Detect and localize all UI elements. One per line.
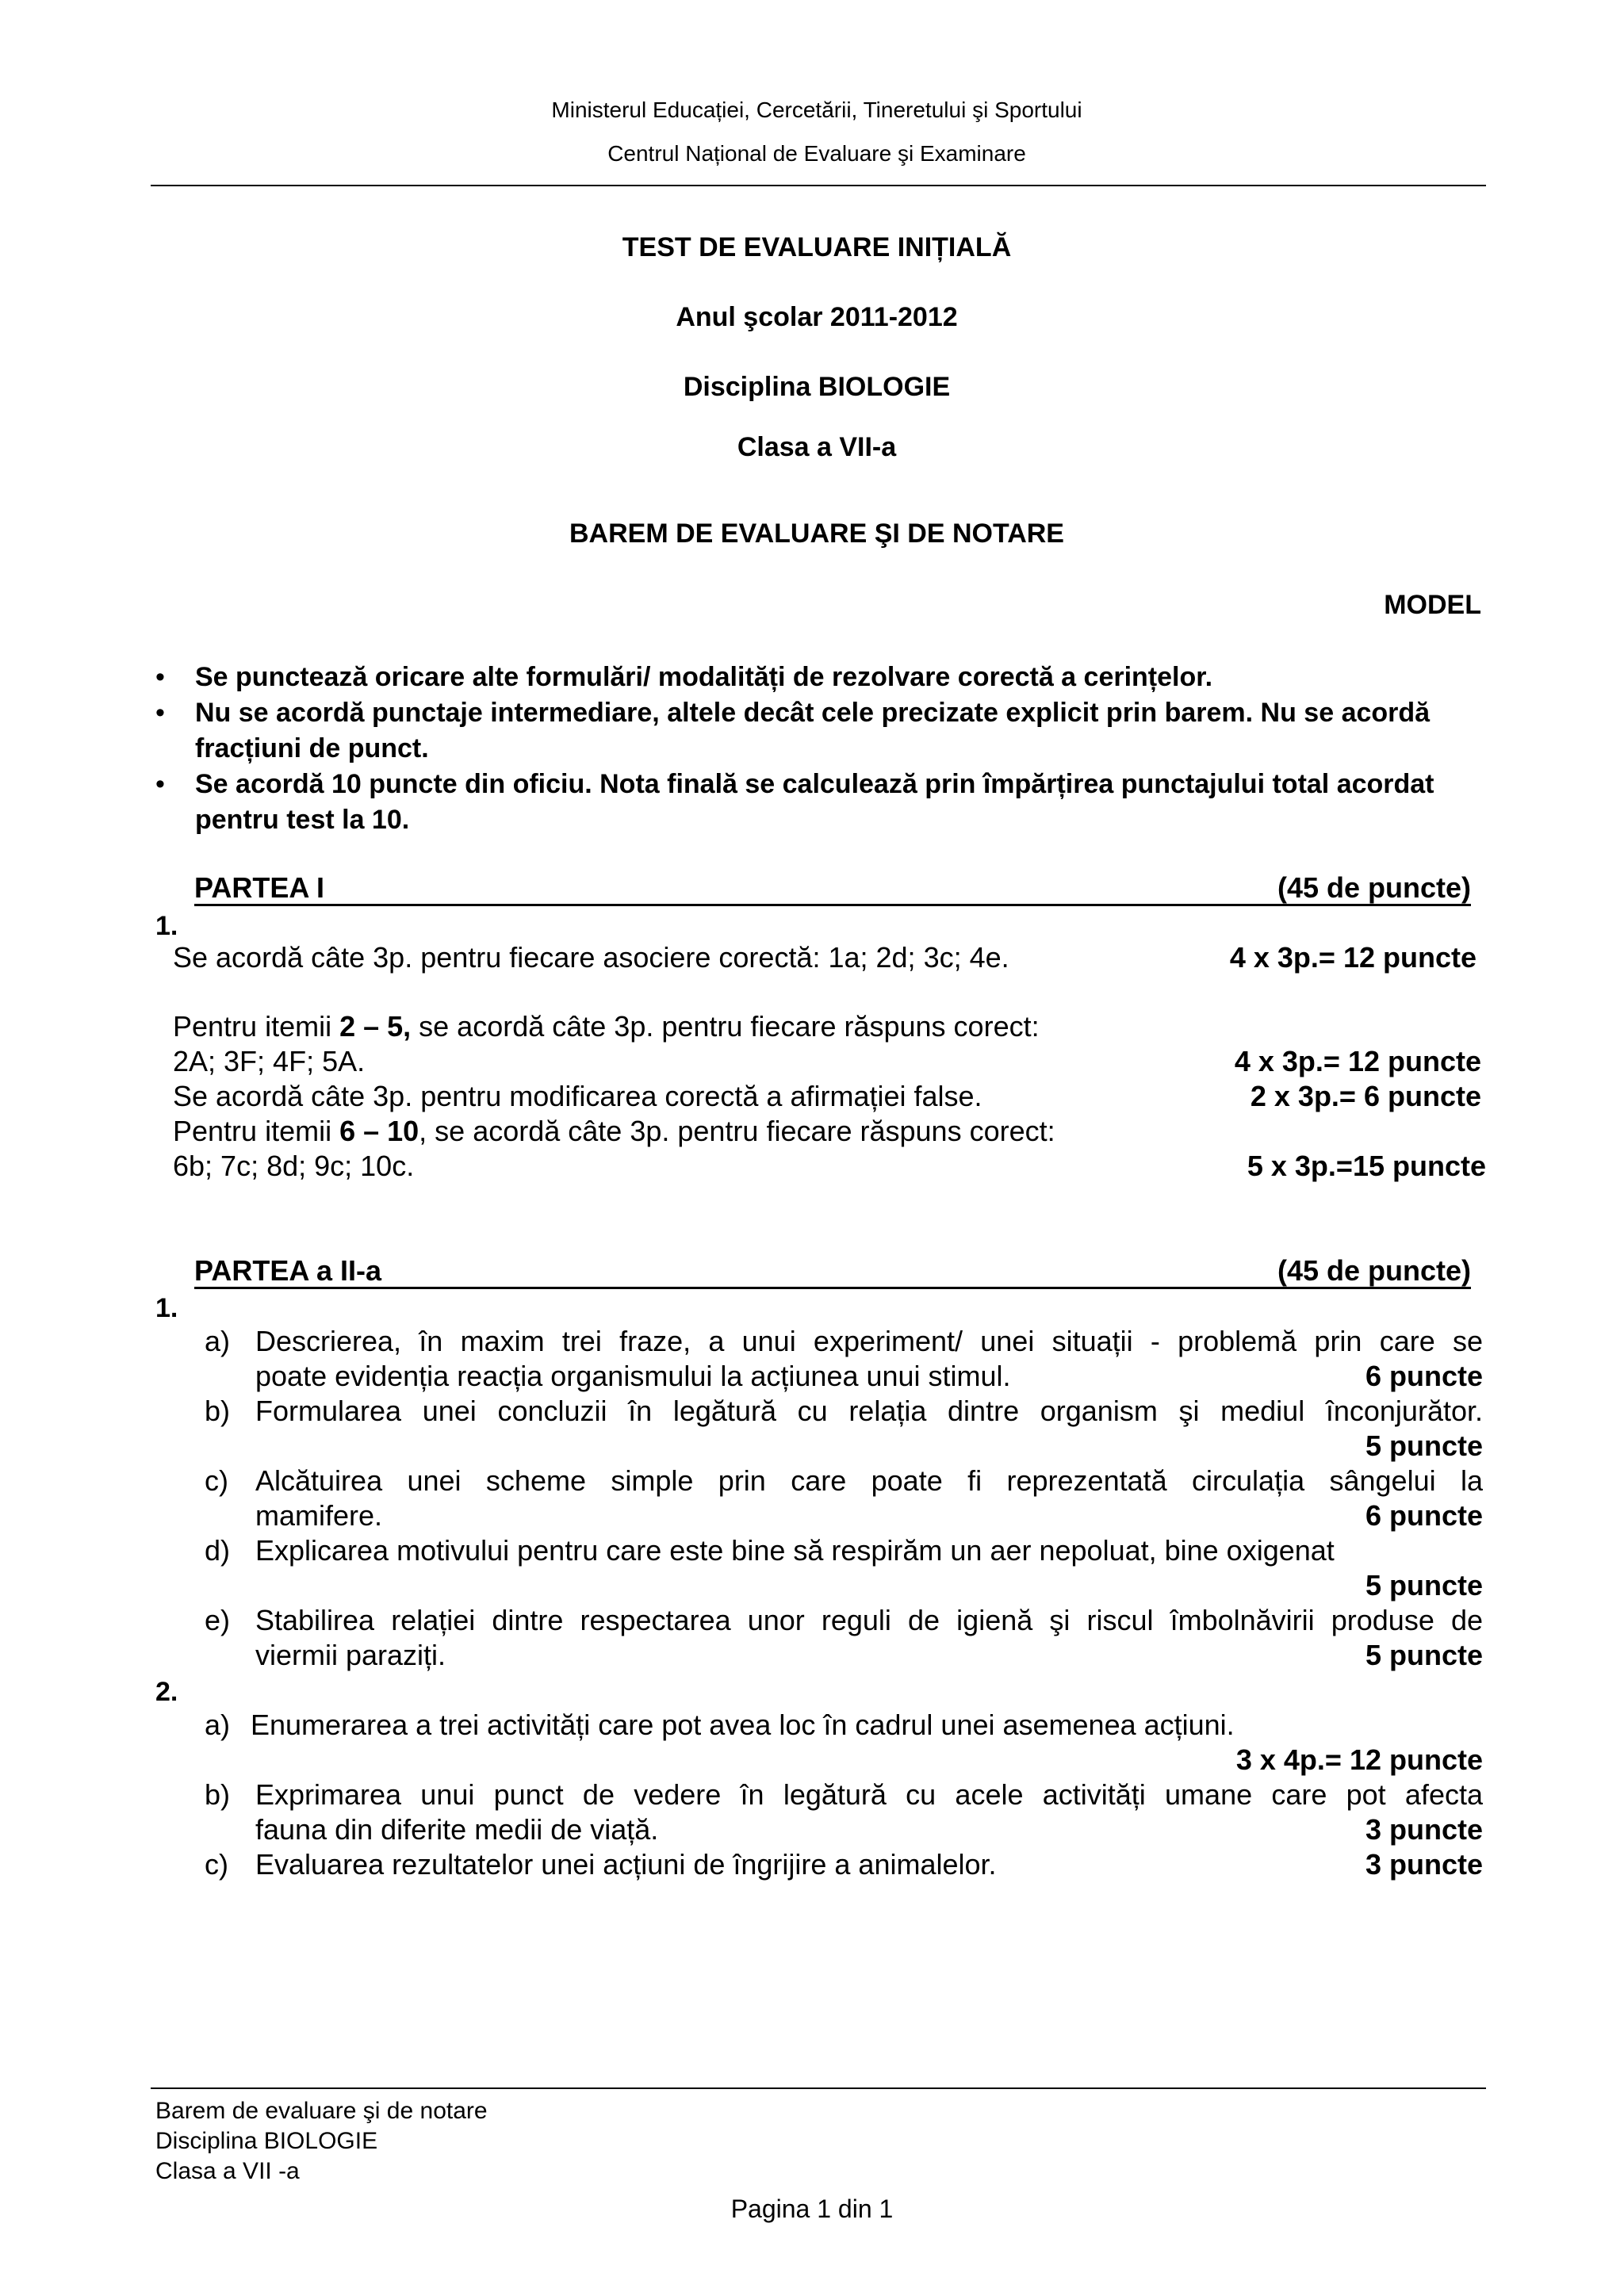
part1-line-items-2-5: Pentru itemii 2 – 5, se acordă câte 3p. pentru fiecare răspuns corect:	[173, 1010, 1040, 1043]
part1-label: PARTEA I	[194, 871, 325, 904]
barem-title: BAREM DE EVALUARE ŞI DE NOTARE	[569, 519, 1064, 549]
part1-points: (45 de puncte)	[1277, 871, 1471, 904]
part1-item-number: 1.	[155, 911, 178, 941]
part2-q2-c: c) Evaluarea rezultatelor unei acțiuni de îngrijire a animalelor. 3 puncte	[205, 1848, 1483, 1881]
part2-q2-number: 2.	[155, 1677, 178, 1707]
header-rule	[151, 185, 1486, 186]
footer-discipline: Disciplina BIOLOGIE	[155, 2128, 378, 2154]
part2-heading	[194, 1255, 1471, 1289]
instruction-item: • Se acordă 10 puncte din oficiu. Nota finală se calculează prin împărțirea punctajului total acordat pentru test la 10.	[155, 767, 1488, 838]
part2-q2-c-points: 3 puncte	[1365, 1848, 1483, 1881]
part1-score-6-10: 5 x 3p.=15 puncte	[1247, 1150, 1486, 1182]
ministry-header: Ministerul Educației, Cercetării, Tineretului şi Sportului	[551, 98, 1082, 122]
footer-class: Clasa a VII -a	[155, 2158, 300, 2184]
part2-q1-d: d) Explicarea motivului pentru care este bine să respirăm un aer nepoluat, bine oxigenat 5 puncte	[205, 1534, 1483, 1601]
part2-q2-b: b) Exprimarea unui punct de vedere în legătură cu acele activități umane care pot afecta fauna din diferite medii de viață. 3 puncte	[205, 1778, 1483, 1846]
footer-rule	[151, 2087, 1486, 2089]
part2-q1-a-points: 6 puncte	[1365, 1360, 1483, 1392]
part2-q2-a: a) Enumerarea a trei activități care pot avea loc în cadrul unei asemenea acțiuni. 3 x 4p.= 12 puncte	[205, 1709, 1483, 1776]
part2-points: (45 de puncte)	[1277, 1254, 1471, 1287]
page-number: Pagina 1 din 1	[730, 2195, 894, 2223]
bullet-icon: •	[155, 769, 165, 799]
part2-q1-d-points: 5 puncte	[1365, 1569, 1483, 1601]
part1-line-false-statement: Se acordă câte 3p. pentru modificarea corectă a afirmației false.	[173, 1080, 982, 1112]
part2-q1-c-points: 6 puncte	[1365, 1499, 1483, 1532]
part2-label: PARTEA a II-a	[194, 1254, 382, 1287]
part2-q1-number: 1.	[155, 1293, 178, 1323]
part1-line-answers-2-5: 2A; 3F; 4F; 5A.	[173, 1045, 366, 1077]
part2-q2-a-points: 3 x 4p.= 12 puncte	[1235, 1743, 1483, 1776]
instructions-list	[155, 660, 1488, 838]
footer-barem: Barem de evaluare şi de notare	[155, 2098, 488, 2124]
bullet-icon: •	[155, 662, 165, 692]
model-label: MODEL	[1384, 590, 1481, 620]
center-header: Centrul Național de Evaluare şi Examinare	[607, 141, 1026, 166]
part1-line-answers-6-10: 6b; 7c; 8d; 9c; 10c.	[173, 1150, 415, 1182]
part1-score-matching: 4 x 3p.= 12 puncte	[1229, 941, 1477, 974]
part2-q1-c: c) Alcătuirea unei scheme simple prin care poate fi reprezentată circulația sângelui la mamifere. 6 puncte	[205, 1464, 1483, 1532]
part2-q1-b-points: 5 puncte	[1365, 1429, 1483, 1462]
part2-q1-b: b) Formularea unei concluzii în legătură cu relația dintre organism şi mediul înconjurător. 5 puncte	[205, 1395, 1483, 1462]
school-year: Anul şcolar 2011-2012	[676, 302, 958, 332]
test-title: TEST DE EVALUARE INIȚIALĂ	[622, 232, 1012, 262]
part1-line-matching: Se acordă câte 3p. pentru fiecare asociere corectă: 1a; 2d; 3c; 4e.	[173, 941, 1009, 974]
part1-score-false-statement: 2 x 3p.= 6 puncte	[1250, 1080, 1481, 1112]
part1-line-items-6-10: Pentru itemii 6 – 10, se acordă câte 3p. pentru fiecare răspuns corect:	[173, 1115, 1055, 1147]
bullet-icon: •	[155, 698, 165, 728]
part1-heading	[194, 872, 1471, 906]
instruction-item: • Se punctează oricare alte formulări/ modalități de rezolvare corectă a cerințelor.	[155, 660, 1488, 695]
part2-q1-e: e) Stabilirea relației dintre respectarea unor reguli de igienă şi riscul îmbolnăvirii produse de viermii paraziți. 5 puncte	[205, 1604, 1483, 1671]
instruction-item: • Nu se acordă punctaje intermediare, altele decât cele precizate explicit prin barem. Nu se acordă fracțiuni de punct.	[155, 695, 1488, 767]
part1-score-2-5: 4 x 3p.= 12 puncte	[1234, 1045, 1481, 1077]
class-level: Clasa a VII-a	[737, 432, 897, 462]
part2-q2-b-points: 3 puncte	[1365, 1813, 1483, 1846]
part2-q1-a: a) Descrierea, în maxim trei fraze, a unui experiment/ unei situații - problemă prin care se poate evidenția reacția organismului la acțiunea unui stimul. 6 puncte	[205, 1325, 1483, 1392]
discipline: Disciplina BIOLOGIE	[683, 372, 951, 402]
part2-q1-e-points: 5 puncte	[1365, 1639, 1483, 1671]
